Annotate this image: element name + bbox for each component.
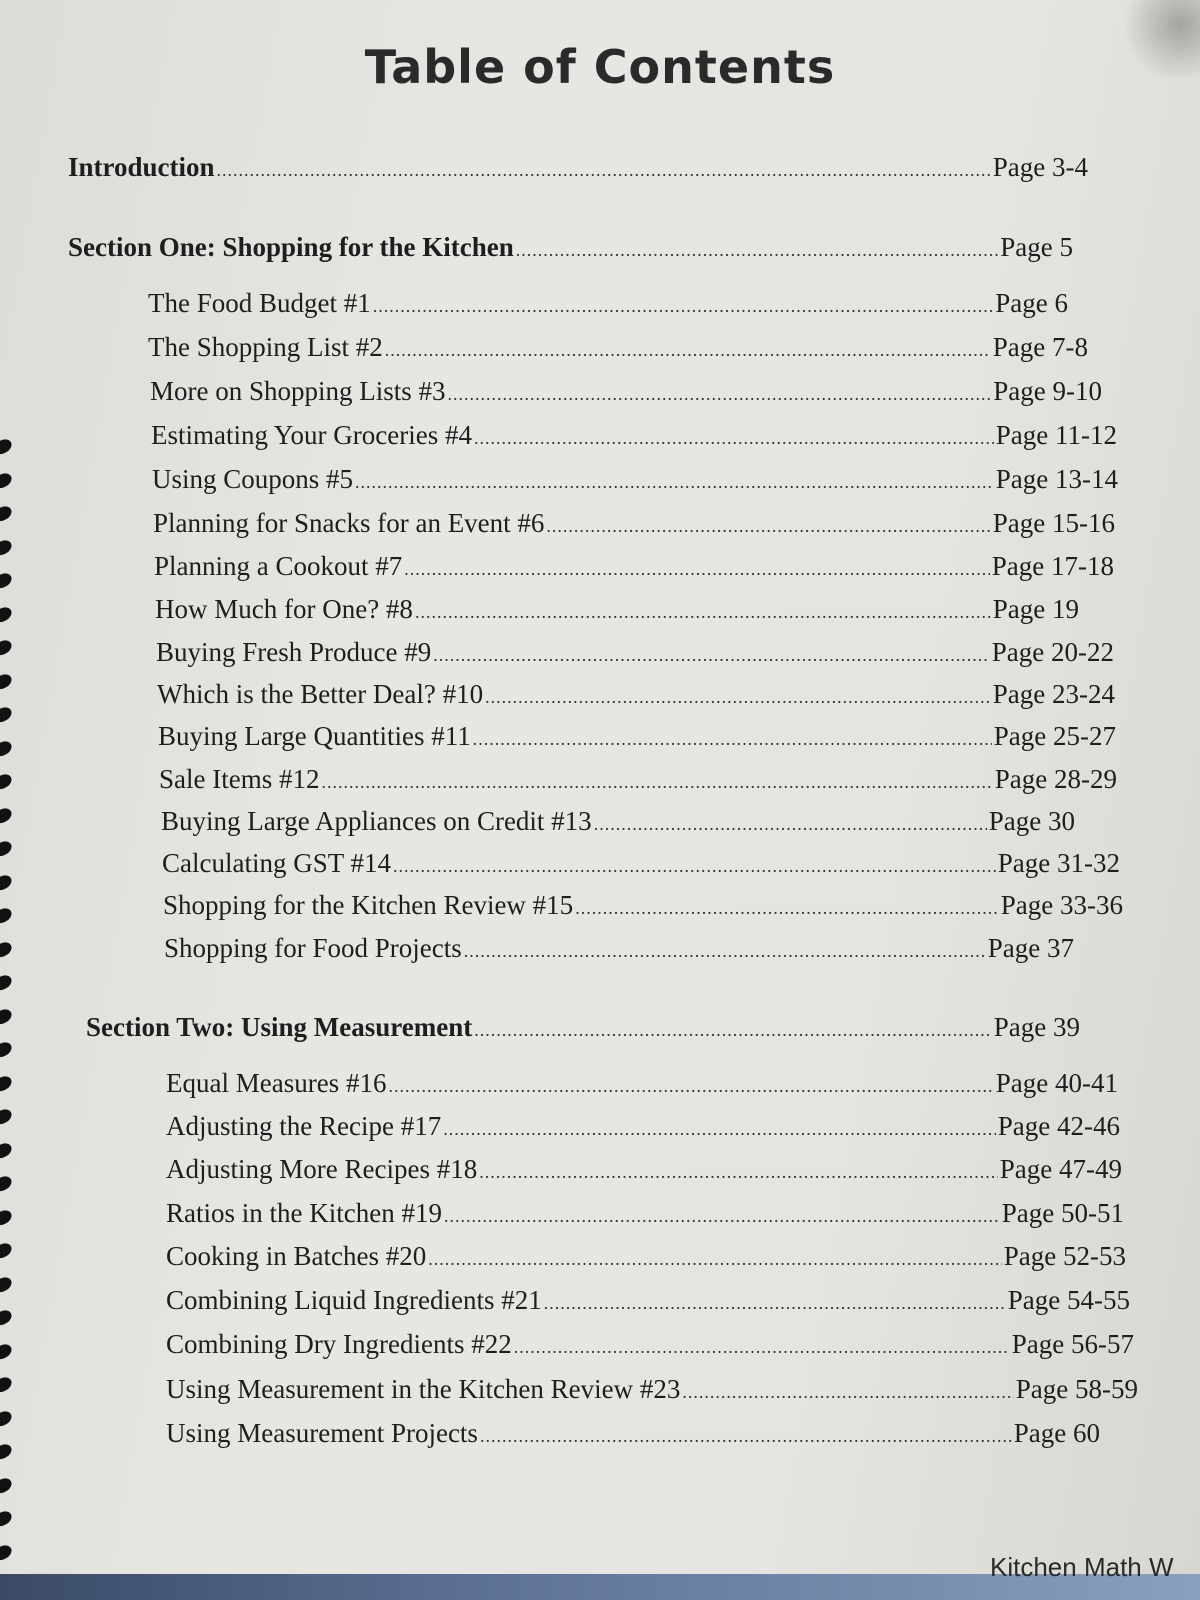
toc-item-page: Page 9-10 xyxy=(993,376,1102,406)
toc-item xyxy=(153,508,1115,544)
toc-item-label: Buying Fresh Produce #9 xyxy=(156,637,432,667)
dot-leader xyxy=(404,559,990,580)
toc-item xyxy=(161,806,1075,842)
toc-item-label: The Food Budget #1 xyxy=(148,288,371,318)
toc-item xyxy=(148,332,1088,368)
toc-item xyxy=(159,764,1117,800)
toc-item-page: Page 11-12 xyxy=(995,420,1117,450)
dot-leader xyxy=(443,1119,996,1140)
toc-item xyxy=(148,288,1068,324)
toc-item xyxy=(166,1374,1138,1410)
toc-item-page: Page 33-36 xyxy=(1000,890,1123,920)
toc-item xyxy=(166,1154,1122,1190)
toc-section-label: Section One: Shopping for the Kitchen xyxy=(68,232,514,262)
toc-item-page: Page 37 xyxy=(987,933,1074,963)
toc-item-label: How Much for One? #8 xyxy=(155,594,413,624)
toc-item-label: Using Measurement in the Kitchen Review #23 xyxy=(166,1374,681,1404)
toc-item xyxy=(166,1329,1134,1365)
dot-leader xyxy=(575,898,999,919)
toc-item xyxy=(157,679,1115,715)
toc-item-label: Shopping for the Kitchen Review #15 xyxy=(163,890,574,920)
dot-leader xyxy=(373,296,994,317)
dot-leader xyxy=(444,1206,1000,1227)
toc-item-page: Page 6 xyxy=(995,288,1068,318)
toc-section-page: Page 39 xyxy=(993,1012,1080,1042)
toc-item-page: Page 7-8 xyxy=(992,332,1088,362)
toc-item xyxy=(152,464,1118,500)
toc-item-page: Page 30 xyxy=(988,806,1075,836)
toc-item-label: Estimating Your Groceries #4 xyxy=(151,420,472,450)
toc-item xyxy=(166,1198,1124,1234)
toc-entry-page: Page 3-4 xyxy=(992,152,1088,182)
dot-leader xyxy=(428,1249,1002,1270)
toc-item xyxy=(164,933,1074,969)
dot-leader xyxy=(594,814,987,835)
dot-leader xyxy=(355,472,994,493)
toc-item-label: Buying Large Quantities #11 xyxy=(158,721,471,751)
toc-item-label: The Shopping List #2 xyxy=(148,332,383,362)
toc-section-two xyxy=(86,1012,1080,1048)
toc-item-page: Page 28-29 xyxy=(994,764,1117,794)
toc-item-page: Page 15-16 xyxy=(992,508,1115,538)
dot-leader xyxy=(433,645,990,666)
toc-item-label: Using Coupons #5 xyxy=(152,464,354,494)
toc-item-page: Page 56-57 xyxy=(1011,1329,1134,1359)
dot-leader xyxy=(682,1382,1013,1403)
toc-item-page: Page 19 xyxy=(992,594,1079,624)
toc-item-label: Planning for Snacks for an Event #6 xyxy=(153,508,545,538)
toc-item-page: Page 54-55 xyxy=(1007,1285,1130,1315)
toc-item-label: Shopping for Food Projects xyxy=(164,933,462,963)
dot-leader xyxy=(474,428,994,449)
dot-leader xyxy=(393,856,996,877)
toc-item-page: Page 31-32 xyxy=(997,848,1120,878)
toc-item-page: Page 50-51 xyxy=(1001,1198,1124,1228)
toc-item xyxy=(156,637,1114,673)
dot-leader xyxy=(464,941,986,962)
toc-item-page: Page 58-59 xyxy=(1015,1374,1138,1404)
toc-item-page: Page 25-27 xyxy=(993,721,1116,751)
toc-section-page: Page 5 xyxy=(1000,232,1073,262)
toc-item xyxy=(162,848,1120,884)
dot-leader xyxy=(473,729,992,750)
toc-item-label: Combining Liquid Ingredients #21 xyxy=(166,1285,542,1315)
toc-item-label: Planning a Cookout #7 xyxy=(154,551,403,581)
toc-item-label: Adjusting More Recipes #18 xyxy=(166,1154,478,1184)
toc-section-label: Section Two: Using Measurement xyxy=(86,1012,473,1042)
toc-item-page: Page 17-18 xyxy=(991,551,1114,581)
toc-item-label: Buying Large Appliances on Credit #13 xyxy=(161,806,592,836)
footer-book-title: Kitchen Math W xyxy=(990,1552,1174,1582)
toc-item xyxy=(166,1418,1100,1454)
toc-item xyxy=(151,420,1117,456)
toc-item xyxy=(163,890,1123,926)
toc-item xyxy=(166,1111,1120,1147)
toc-item-page: Page 52-53 xyxy=(1003,1241,1126,1271)
toc-item-label: Combining Dry Ingredients #22 xyxy=(166,1329,512,1359)
dot-leader xyxy=(217,160,991,181)
toc-item xyxy=(166,1285,1130,1321)
toc-item-label: Adjusting the Recipe #17 xyxy=(166,1111,442,1141)
toc-item-label: Ratios in the Kitchen #19 xyxy=(166,1198,442,1228)
dot-leader xyxy=(388,1076,993,1097)
toc-item-label: Cooking in Batches #20 xyxy=(166,1241,427,1271)
toc-item xyxy=(150,376,1102,412)
toc-item-page: Page 47-49 xyxy=(999,1154,1122,1184)
dot-leader xyxy=(448,384,992,405)
dot-leader xyxy=(385,340,991,361)
toc-item xyxy=(158,721,1116,757)
toc-item-label: More on Shopping Lists #3 xyxy=(150,376,446,406)
toc-entry-introduction xyxy=(68,152,1088,188)
toc-item xyxy=(166,1068,1118,1104)
toc-item-label: Which is the Better Deal? #10 xyxy=(157,679,484,709)
dot-leader xyxy=(415,602,991,623)
toc-item-label: Using Measurement Projects xyxy=(166,1418,478,1448)
toc-item-label: Sale Items #12 xyxy=(159,764,320,794)
toc-item-label: Calculating GST #14 xyxy=(162,848,391,878)
page-title: Table of Contents xyxy=(364,40,836,94)
dot-leader xyxy=(474,1020,992,1041)
toc-item xyxy=(155,594,1079,630)
dot-leader xyxy=(516,240,998,261)
dot-leader xyxy=(514,1337,1010,1358)
dot-leader xyxy=(544,1293,1006,1314)
toc-item-page: Page 42-46 xyxy=(997,1111,1120,1141)
toc-item-label: Equal Measures #16 xyxy=(166,1068,387,1098)
toc-item-page: Page 13-14 xyxy=(995,464,1118,494)
dot-leader xyxy=(546,516,990,537)
toc-item xyxy=(166,1241,1126,1277)
toc-item-page: Page 23-24 xyxy=(992,679,1115,709)
dot-leader xyxy=(479,1162,998,1183)
dot-leader xyxy=(321,772,992,793)
toc-item-page: Page 20-22 xyxy=(991,637,1114,667)
toc-entry-label: Introduction xyxy=(68,152,215,182)
dot-leader xyxy=(480,1426,1012,1447)
dot-leader xyxy=(485,687,991,708)
toc-item-page: Page 40-41 xyxy=(995,1068,1118,1098)
toc-section-one xyxy=(68,232,1073,268)
toc-item xyxy=(154,551,1114,587)
toc-item-page: Page 60 xyxy=(1013,1418,1100,1448)
